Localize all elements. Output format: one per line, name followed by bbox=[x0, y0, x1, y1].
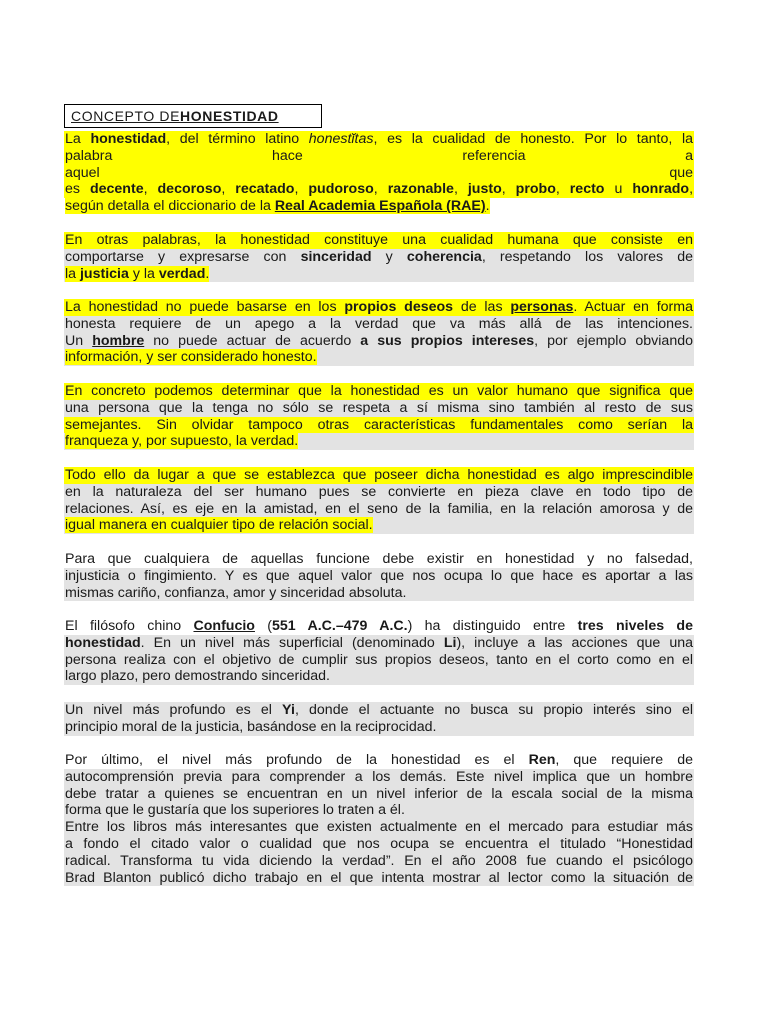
p8-line-1: Un nivel más profundo es el Yi, donde el actuante no busca su propio interés sino el bbox=[65, 702, 693, 718]
hombre-link[interactable]: hombre bbox=[92, 332, 145, 349]
p6-line-1: Para que cualquiera de aquellas funcione debe existir en honestidad y no falsedad, bbox=[65, 551, 693, 567]
p2-line-2: comportarse y expresarse con sinceridad y coherencia, respetando los valores de bbox=[65, 248, 693, 265]
p9-line-5: Entre los libros más interesantes que existen actualmente en el mercado para estudiar más bbox=[65, 819, 693, 836]
p2-line-1: En otras palabras, la honestidad constituye una cualidad humana que consiste en bbox=[65, 232, 693, 248]
p4-line-4: franqueza y, por supuesto, la verdad. bbox=[64, 433, 694, 450]
paragraph-3 bbox=[64, 299, 694, 366]
rae-link[interactable]: Real Academia Española (RAE) bbox=[274, 198, 486, 215]
p4-line-2: una persona que la tenga no sólo se respeta a sí misma sino también al resto de sus bbox=[65, 399, 693, 416]
p8-line-2: principio moral de la justicia, basándose en la reciprocidad. bbox=[64, 719, 694, 736]
p7-line-3: persona realiza con el objetivo de cumplir sus propios deseos, tanto en el corto como en el bbox=[65, 651, 693, 668]
title-main: HONESTIDAD bbox=[180, 108, 279, 124]
p5-line-2: en la naturaleza del ser humano pues se convierte en pieza clave en todo tipo de bbox=[65, 483, 693, 500]
p7-line-2: honestidad. En un nivel más superficial (denominado Li), incluye a las acciones que una bbox=[65, 634, 694, 651]
p1-line-2: palabra hace referencia a aquel que bbox=[65, 147, 693, 181]
p3-line-1: La honestidad no puede basarse en los propios deseos de las personas. Actuar en forma bbox=[65, 299, 693, 315]
p3-line-2: honesta requiere de un apego a la verdad que va más allá de las intenciones. bbox=[65, 315, 693, 332]
confucio-link[interactable]: Confucio bbox=[193, 618, 255, 634]
paragraph-6 bbox=[64, 551, 694, 601]
p5-line-1: Todo ello da lugar a que se establezca que poseer dicha honestidad es algo imprescindible bbox=[65, 467, 693, 483]
p3-line-3: Un hombre no puede actuar de acuerdo a sus propios intereses, por ejemplo obviando bbox=[65, 332, 693, 349]
paragraph-4 bbox=[64, 383, 694, 450]
paragraph-9 bbox=[64, 752, 694, 886]
paragraph-2 bbox=[64, 232, 694, 282]
p5-line-4: igual manera en cualquier tipo de relación social. bbox=[64, 517, 694, 534]
personas-link[interactable]: personas bbox=[510, 299, 574, 315]
p5-line-3: relaciones. Así, es eje en la amistad, en el seno de la familia, en la relación amorosa y de bbox=[65, 500, 693, 517]
p2-line-3: la justicia y la verdad. bbox=[64, 266, 694, 283]
document-title bbox=[64, 104, 322, 128]
p6-line-3: mismas cariño, confianza, amor y sinceridad absoluta. bbox=[64, 585, 694, 602]
paragraph-5 bbox=[64, 467, 694, 534]
p4-line-3: semejantes. Sin olvidar tampoco otras características fundamentales como serían la bbox=[65, 416, 693, 433]
p9-line-2: autocomprensión previa para comprender a los demás. Este nivel implica que un hombre bbox=[65, 768, 693, 785]
p1-line-1: La honestidad, del término latino honestĭtas, es la cualidad de honesto. Por lo tanto, la bbox=[65, 131, 693, 147]
p3-line-4: información, y ser considerado honesto. bbox=[64, 349, 694, 366]
p4-line-1: En concreto podemos determinar que la honestidad es un valor humano que significa que bbox=[65, 383, 693, 399]
title-prefix: CONCEPTO DE bbox=[71, 108, 181, 124]
p9-line-1: Por último, el nivel más profundo de la honestidad es el Ren, que requiere de bbox=[65, 752, 693, 768]
p9-line-4: forma que le gustaría que los superiores lo traten a él. bbox=[64, 802, 694, 819]
paragraph-8 bbox=[64, 702, 694, 736]
paragraph-1 bbox=[64, 131, 694, 215]
p9-line-3: debe tratar a quienes se encuentran en un nivel inferior de la escala social de la misma bbox=[65, 785, 693, 802]
p9-line-6: a fondo el citado valor o cualidad que nos ocupa se encuentra el titulado “Honestidad bbox=[65, 835, 693, 852]
p7-line-4: largo plazo, pero demostrando sinceridad. bbox=[64, 668, 694, 685]
p9-line-8: Brad Blanton publicó dicho trabajo en el que intenta mostrar al lector como la situación de bbox=[65, 869, 693, 886]
p1-line-3: es decente, decoroso, recatado, pudoroso, razonable, justo, probo, recto u honrado, bbox=[65, 181, 694, 198]
p1-line-4: según detalla el diccionario de la Real Academia Española (RAE). bbox=[65, 198, 490, 215]
paragraph-7 bbox=[64, 618, 694, 685]
p9-line-7: radical. Transforma tu vida diciendo la verdad”. En el año 2008 fue cuando el psicólogo bbox=[65, 852, 693, 869]
p6-line-2: injusticia o fingimiento. Y es que aquel valor que nos ocupa lo que hace es aportar a las bbox=[65, 567, 693, 584]
p7-line-1: El filósofo chino Confucio (551 A.C.–479 A.C.) ha distinguido entre tres niveles de bbox=[65, 618, 693, 634]
